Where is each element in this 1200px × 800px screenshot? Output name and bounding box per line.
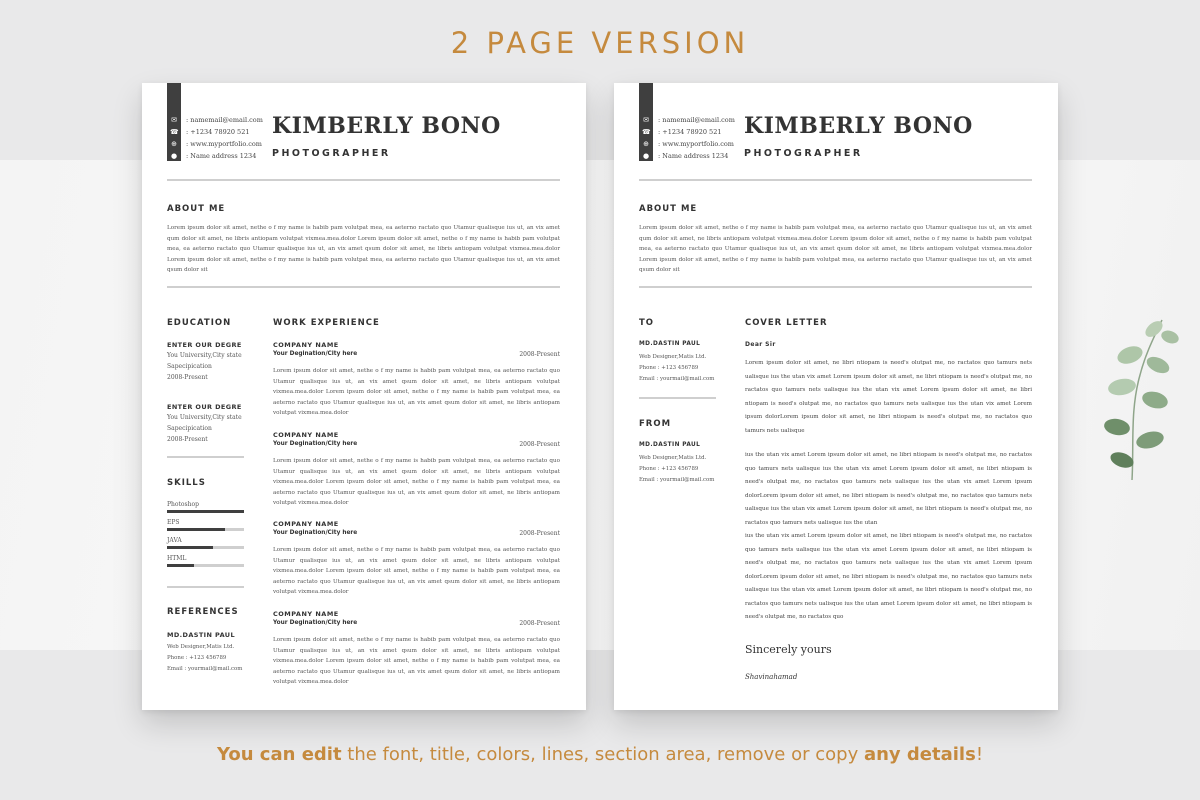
person-role: PHOTOGRAPHER <box>744 148 863 159</box>
job-description: Lorem ipsum dolor sit amet, nethe o f my name is habib pam volutpat mea, ea aeterno ractato quo Utamur qualisque ius ut, an vix amet qsum dolor sit amet, ne libris antiopam volutpat vixmea.mea.dolor Lorem ipsum dolor sit amet, nethe o f my name is habib pam volutpat mea, ea aeterno ractato quo Utamur qualisque ius ut, an vix amet qsum dolor sit amet, ne libris antiopam volutpat vixmea.mea.dolor <box>273 547 560 595</box>
skills-rule <box>167 586 244 588</box>
email-icon: ✉ <box>171 116 177 124</box>
letter-paragraph: ius the utan vix amet Lorem ipsum dolor sit amet, ne libri ntiopam is need's olutpat me, no ractatos quo tamurs nets ualisque ius the utan vix amet Lorem ipsum dolor sit amet, ne libri ntiopam is need's olutpat me, no ractatos quo tamurs nets ualisque ius the utan vix amet Lorem ipsum dolorLorem ipsum dolor sit amet, ne libri ntiopam is need's olutpat me, no ractatos quo tamurs nets ualisque ius the utan vix amet Lorem ipsum dolor sit amet, ne libri ntiopam is need's olutpat me, no ractatos quo tamurs nets ualisque ius the utan amet Lorem ipsum dolor sit amet, ne libri ntiopam is need's olutpat me, no ractatos quo <box>745 533 1032 620</box>
reference-job: Web Designer,Matis Ltd. <box>167 644 235 650</box>
letter-paragraph: Lorem ipsum dolor sit amet, ne libri ntiopam is need's olutpat me, no ractatos quo tamurs nets ualisque ius the utan vix amet Lorem ipsum dolor sit amet, ne libri ntiopam is need's olutpat me, no ractatos quo tamurs nets ualisque ius the utan vix amet Lorem ipsum dolor sit amet, ne libri ntiopam is need's olutpat me, no ractatos quo tamurs nets ualisque ius the utan vix amet Lorem ipsum dolorLorem ipsum dolor sit amet, ne libri ntiopam is need's olutpat me, no ractatos quo tamurs nets ualisque <box>745 360 1032 434</box>
signature: Shavinahamad <box>745 673 798 681</box>
contact-address: : Name address 1234 <box>658 152 729 160</box>
person-role: PHOTOGRAPHER <box>272 148 391 159</box>
education-spec: Sapecipication <box>167 363 212 370</box>
job-date: 2008-Present <box>519 530 560 537</box>
to-name: MD.DASTIN PAUL <box>639 341 701 347</box>
reference-name: MD.DASTIN PAUL <box>167 631 236 639</box>
references-title: REFERENCES <box>167 607 239 617</box>
to-job: Web Designer,Matis Ltd. <box>639 354 707 360</box>
to-phone: Phone : +123 456789 <box>639 365 699 371</box>
job-date: 2008-Present <box>519 351 560 358</box>
cover-letter-title: COVER LETTER <box>745 318 828 328</box>
contact-phone: : +1234 78920 521 <box>658 128 722 136</box>
contact-web: : www.myportfolio.com <box>658 140 734 148</box>
job-position: Your Degination/City here <box>273 620 358 626</box>
education-title: EDUCATION <box>167 318 232 328</box>
contact-phone: : +1234 78920 521 <box>186 128 250 136</box>
location-icon: ● <box>170 152 178 160</box>
job-company: COMPANY NAME <box>273 610 339 618</box>
skill-bar-fill <box>167 546 213 549</box>
phone-icon: ☎ <box>642 128 651 136</box>
job-position: Your Degination/City here <box>273 530 358 536</box>
skill-bar-fill <box>167 510 244 513</box>
person-name: KIMBERLY BONO <box>272 113 501 139</box>
education-years: 2008-Present <box>167 436 208 443</box>
skill-bar-fill <box>167 528 225 531</box>
skill-bar-fill <box>167 564 194 567</box>
skill-name: Photoshop <box>167 501 199 508</box>
job-date: 2008-Present <box>519 441 560 448</box>
footer-strong: You can edit <box>216 744 342 765</box>
location-icon: ● <box>642 152 650 160</box>
about-rule <box>639 286 1032 288</box>
web-icon: ⊕ <box>171 140 177 148</box>
web-icon: ⊕ <box>643 140 649 148</box>
about-rule <box>167 286 560 288</box>
phone-icon: ☎ <box>170 128 179 136</box>
to-email: Email : yourmail@mail.com <box>639 376 715 382</box>
job-company: COMPANY NAME <box>273 341 339 349</box>
plant-decoration <box>1082 315 1192 485</box>
from-phone: Phone : +123 456789 <box>639 466 699 472</box>
skill-bar <box>167 546 244 549</box>
from-email: Email : yourmail@mail.com <box>639 477 715 483</box>
footer-note <box>0 744 1200 765</box>
cover-letter-page <box>614 83 1058 710</box>
education-school: You University,City state <box>167 414 242 421</box>
skills-title: SKILLS <box>167 478 206 488</box>
education-years: 2008-Present <box>167 374 208 381</box>
about-title: ABOUT ME <box>167 204 226 214</box>
job-description: Lorem ipsum dolor sit amet, nethe o f my name is habib pam volutpat mea, ea aeterno ractato quo Utamur qualisque ius ut, an vix amet qsum dolor sit amet, ne libris antiopam volutpat vixmea.mea.dolor Lorem ipsum dolor sit amet, nethe o f my name is habib pam volutpat mea, ea aeterno ractato quo Utamur qualisque ius ut, an vix amet qsum dolor sit amet, ne libris antiopam volutpat vixmea.mea.dolor <box>273 637 560 685</box>
skill-bar <box>167 564 244 567</box>
work-title: WORK EXPERIENCE <box>273 318 380 328</box>
header-rule <box>167 179 560 181</box>
from-name: MD.DASTIN PAUL <box>639 442 701 448</box>
skill-bar <box>167 510 244 513</box>
contact-address: : Name address 1234 <box>186 152 257 160</box>
about-text: Lorem ipsum dolor sit amet, nethe o f my name is habib pam volutpat mea, ea aeterno ractato quo Utamur qualisque ius ut, an vix amet qum dolor sit amet, ne libris antiopam volutpat vixmea.mea.dolor Lorem ipsum dolor sit amet, nethe o f my name is habib pam volutpat mea, ea aeterno ractato quo Utamur qualisque ius ut, an vix amet qsum dolor sit amet, ne libris antiopam volutpat vixmea.mea.dolor Lorem ipsum dolor sit amet, nethe o f my name is habib pam volutpat mea, ea aeterno ractato quo Utamur qualisque ius ut, an vix amet qsum dolor sit <box>167 225 560 273</box>
email-icon: ✉ <box>643 116 649 124</box>
job-position: Your Degination/City here <box>273 351 358 357</box>
skill-name: HTML <box>167 555 187 562</box>
reference-phone: Phone : +123 456789 <box>167 655 227 661</box>
job-description: Lorem ipsum dolor sit amet, nethe o f my name is habib pam volutpat mea, ea aeterno ractato quo Utamur qualisque ius ut, an vix amet qsum dolor sit amet, ne libris antiopam volutpat vixmea.mea.dolor Lorem ipsum dolor sit amet, nethe o f my name is habib pam volutpat mea, ea aeterno ractato quo Utamur qualisque ius ut, an vix amet qsum dolor sit amet, ne libris antiopam volutpat vixmea.mea.dolor <box>273 458 560 506</box>
to-title: TO <box>639 318 655 328</box>
skill-name: JAVA <box>167 537 182 544</box>
education-degree: ENTER OUR DEGRE <box>167 341 242 349</box>
to-rule <box>639 397 716 399</box>
about-text: Lorem ipsum dolor sit amet, nethe o f my name is habib pam volutpat mea, ea aeterno ractato quo Utamur qualisque ius ut, an vix amet qum dolor sit amet, ne libris antiopam volutpat vixmea.mea.dolor Lorem ipsum dolor sit amet, nethe o f my name is habib pam volutpat mea, ea aeterno ractato quo Utamur qualisque ius ut, an vix amet qsum dolor sit amet, ne libris antiopam volutpat vixmea.mea.dolor Lorem ipsum dolor sit amet, nethe o f my name is habib pam volutpat mea, ea aeterno ractato quo Utamur qualisque ius ut, an vix amet qsum dolor sit <box>639 225 1032 273</box>
from-job: Web Designer,Matis Ltd. <box>639 455 707 461</box>
letter-closing: Sincerely yours <box>745 643 832 656</box>
skill-name: EPS <box>167 519 180 526</box>
footer-strong: any details <box>863 744 976 765</box>
footer-text: ! <box>975 744 984 765</box>
job-description: Lorem ipsum dolor sit amet, nethe o f my name is habib pam volutpat mea, ea aeterno ractato quo Utamur qualisque ius ut, an vix amet qsum dolor sit amet, ne libris antiopam volutpat vixmea.mea.dolor Lorem ipsum dolor sit amet, nethe o f my name is habib pam volutpat mea, ea aeterno ractato quo Utamur qualisque ius ut, an vix amet qsum dolor sit amet, ne libris antiopam volutpat vixmea.mea.dolor <box>273 368 560 416</box>
skill-bar <box>167 528 244 531</box>
person-name: KIMBERLY BONO <box>744 113 973 139</box>
from-title: FROM <box>639 419 672 429</box>
job-company: COMPANY NAME <box>273 520 339 528</box>
contact-email: : namemail@email.com <box>186 116 263 124</box>
reference-email: Email : yourmail@mail.com <box>167 666 243 672</box>
headline: 2 PAGE VERSION <box>450 26 750 60</box>
education-rule <box>167 456 244 458</box>
letter-paragraph: ius the utan vix amet Lorem ipsum dolor sit amet, ne libri ntiopam is need's olutpat me, no ractatos quo tamurs nets ualisque ius the utan vix amet Lorem ipsum dolor sit amet, ne libri ntiopam is need's olutpat me, no ractatos quo tamurs nets ualisque ius the utan vix amet Lorem ipsum dolorLorem ipsum dolor sit amet, ne libri ntiopam is need's olutpat me, no ractatos quo tamurs nets ualisque ius the utan vix amet Lorem ipsum dolor sit amet, ne libri ntiopam is need's olutpat me, no ractatos quo tamurs nets ualisque ius the utan <box>745 452 1032 526</box>
letter-greeting: Dear Sir <box>745 341 776 348</box>
education-school: You University,City state <box>167 352 242 359</box>
footer-text: the font, title, colors, lines, section area, remove or copy <box>341 744 864 765</box>
header-rule <box>639 179 1032 181</box>
education-spec: Sapecipication <box>167 425 212 432</box>
about-title: ABOUT ME <box>639 204 698 214</box>
education-degree: ENTER OUR DEGRE <box>167 403 242 411</box>
resume-page <box>142 83 586 710</box>
job-date: 2008-Present <box>519 620 560 627</box>
job-position: Your Degination/City here <box>273 441 358 447</box>
job-company: COMPANY NAME <box>273 431 339 439</box>
contact-web: : www.myportfolio.com <box>186 140 262 148</box>
contact-email: : namemail@email.com <box>658 116 735 124</box>
